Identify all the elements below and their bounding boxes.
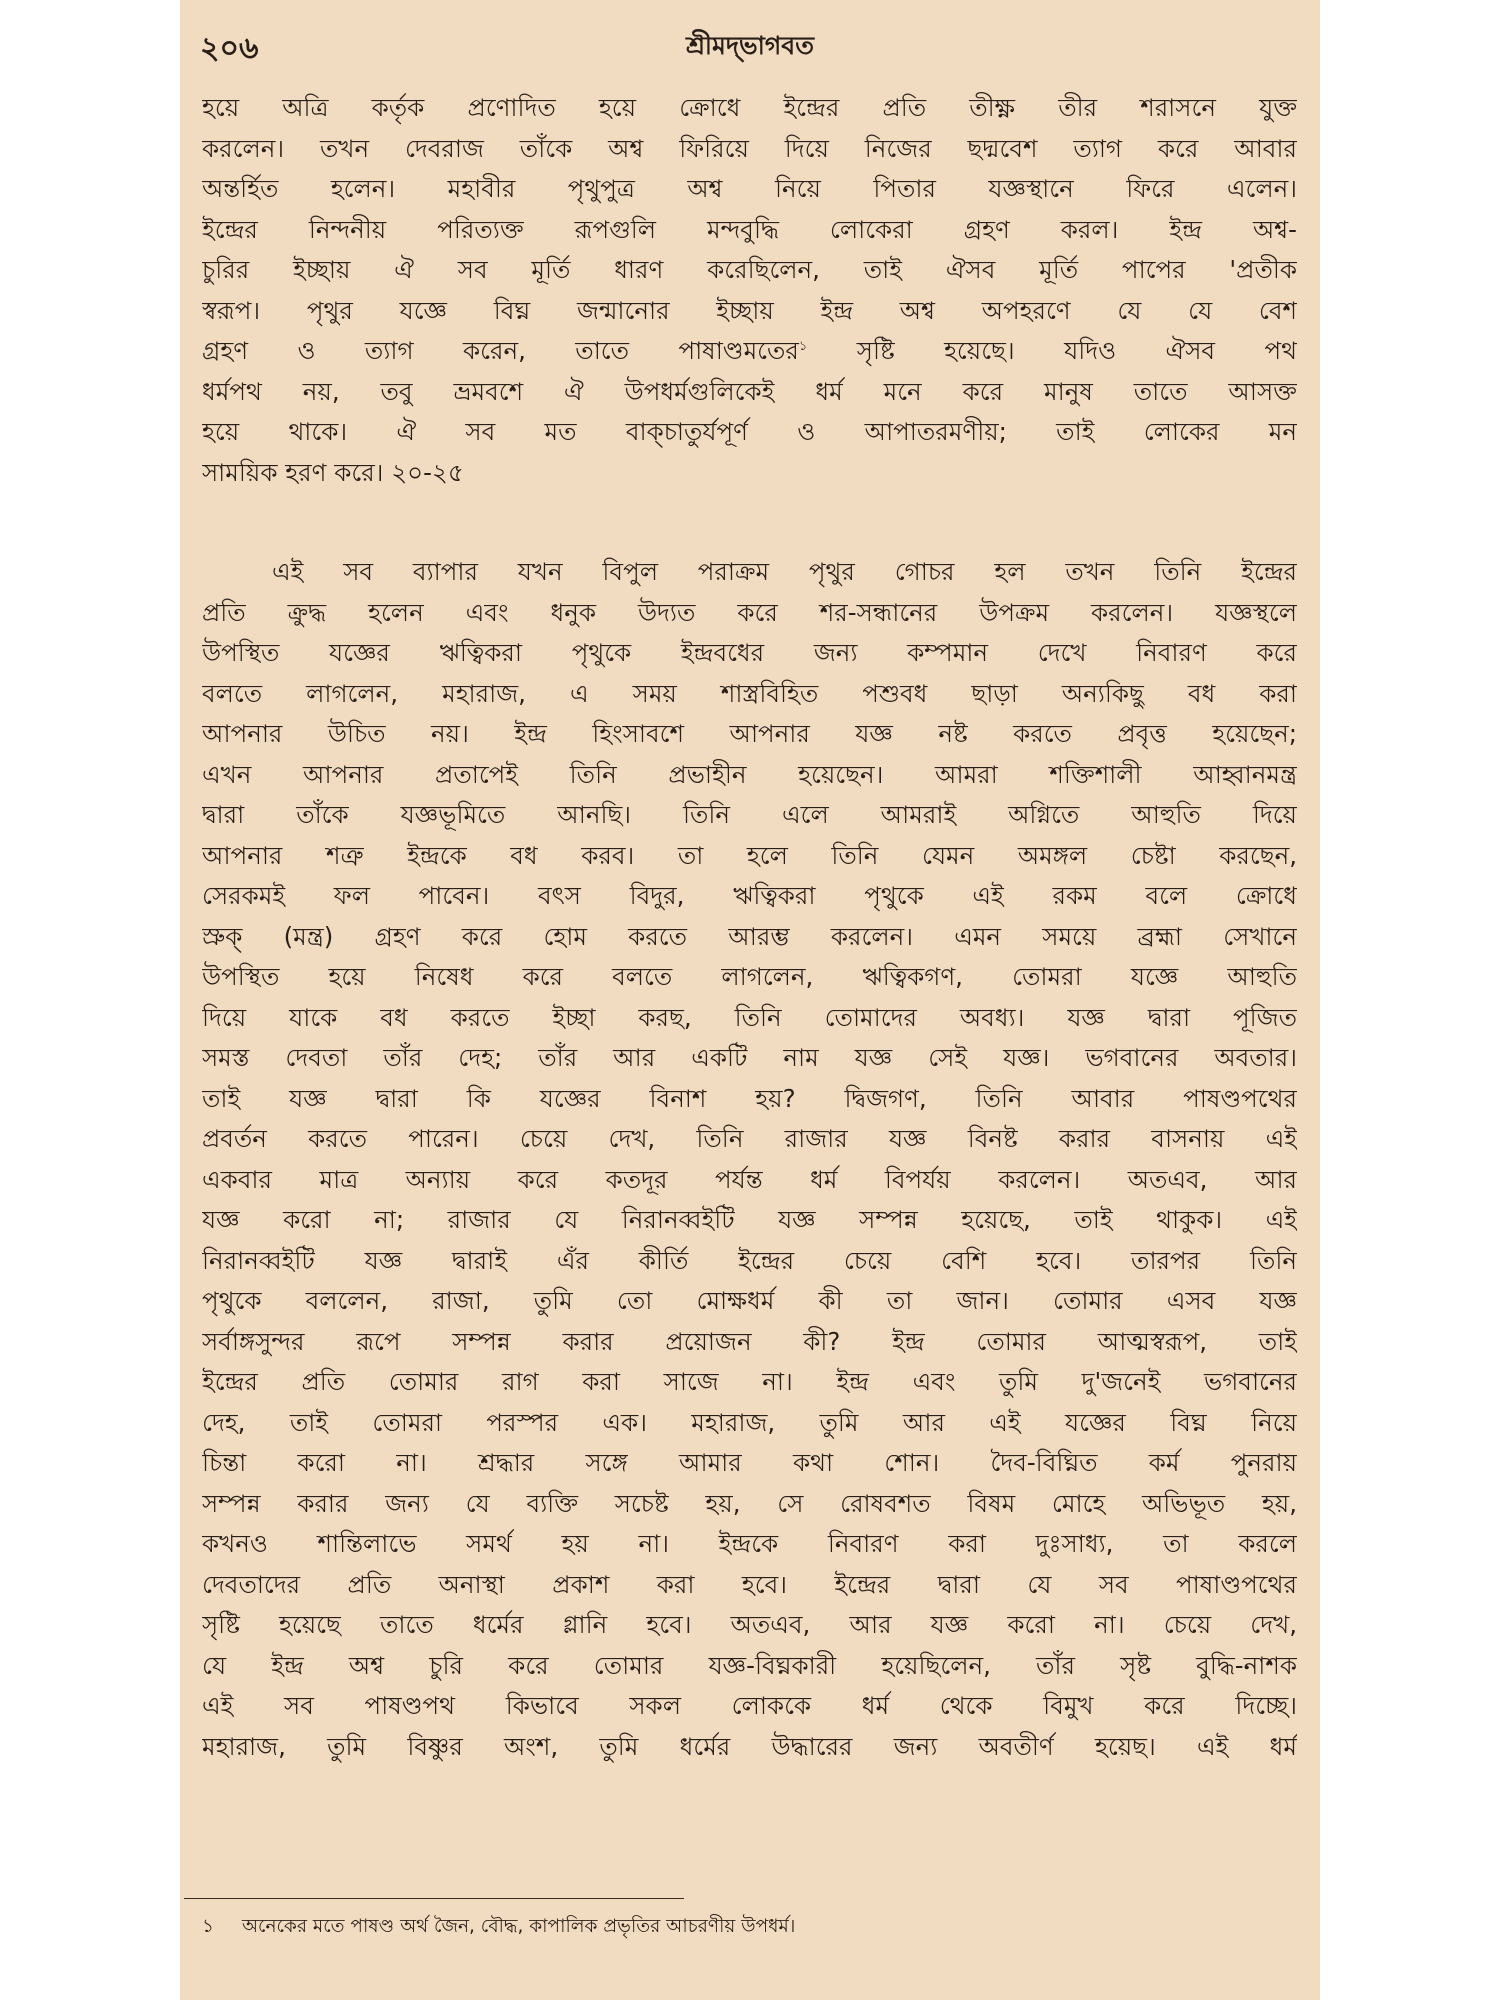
text-line: তাই যজ্ঞ দ্বারা কি যজ্ঞের বিনাশ হয়? দ্বিজগণ, তিনি আবার পাষণ্ডপথের xyxy=(202,1083,1297,1113)
text-line: একবার মাত্র অন্যায় করে কতদূর পর্যন্ত ধর্ম বিপর্যয় করলেন। অতএব, আর xyxy=(202,1164,1297,1194)
text-line: ইন্দ্রের নিন্দনীয় পরিত্যক্ত রূপগুলি মন্দবুদ্ধি লোকেরা গ্রহণ করল। ইন্দ্র অশ্ব- xyxy=(202,214,1297,244)
text-line: অন্তর্হিত হলেন। মহাবীর পৃথুপুত্র অশ্ব নিয়ে পিতার যজ্ঞস্থানে ফিরে এলেন। xyxy=(202,174,1297,203)
footnote-reference: ১ xyxy=(798,338,808,354)
footnote-divider xyxy=(184,1898,684,1899)
text-line: করলেন। তখন দেবরাজ তাঁকে অশ্ব ফিরিয়ে দিয়ে নিজের ছদ্মবেশ ত্যাগ করে আবার xyxy=(202,133,1297,163)
paragraph-1 xyxy=(202,88,1297,493)
text-line: সম্পন্ন করার জন্য যে ব্যক্তি সচেষ্ট হয়, সে রোষবশত বিষম মোহে অভিভূত হয়, xyxy=(202,1488,1297,1518)
text-line: দিয়ে যাকে বধ করতে ইচ্ছা করছ, তিনি তোমাদের অবধ্য। যজ্ঞ দ্বারা পূজিত xyxy=(202,1002,1297,1032)
text-line: দেহ, তাই তোমরা পরস্পর এক। মহারাজ, তুমি আর এই যজ্ঞের বিঘ্ন নিয়ে xyxy=(202,1407,1297,1437)
text-line: এই সব পাষণ্ডপথ কিভাবে সকল লোককে ধর্ম থেকে বিমুখ করে দিচ্ছে। xyxy=(202,1691,1297,1720)
text-line: মহারাজ, তুমি বিষ্ণুর অংশ, তুমি ধর্মের উদ্ধারের জন্য অবতীর্ণ হয়েছ। এই ধর্ম xyxy=(202,1731,1297,1761)
text-line: স্রুক্‌ (মন্ত্র) গ্রহণ করে হোম করতে আরম্ভ করলেন। এমন সময়ে ব্রহ্মা সেখানে xyxy=(202,921,1297,951)
text-line: প্রবর্তন করতে পারেন। চেয়ে দেখ, তিনি রাজার যজ্ঞ বিনষ্ট করার বাসনায় এই xyxy=(202,1124,1297,1153)
text-line: উপস্থিত হয়ে নিষেধ করে বলতে লাগলেন, ঋত্বিকগণ, তোমরা যজ্ঞে আহুতি xyxy=(202,962,1297,991)
text-line: উপস্থিত যজ্ঞের ঋত্বিকরা পৃথুকে ইন্দ্রবধের জন্য কম্পমান দেখে নিবারণ করে xyxy=(202,638,1297,667)
text-line: প্রতি ক্রুদ্ধ হলেন এবং ধনুক উদ্যত করে শর-সন্ধানের উপক্রম করলেন। যজ্ঞস্থলে xyxy=(202,597,1297,627)
text-line: দেবতাদের প্রতি অনাস্থা প্রকাশ করা হবে। ইন্দ্রের দ্বারা যে সব পাষাণ্ডপথের xyxy=(202,1569,1297,1599)
page-header xyxy=(200,24,1300,68)
text-line: সাময়িক হরণ করে। ২০-২৫ xyxy=(202,457,464,487)
text-line: আপনার উচিত নয়। ইন্দ্র হিংসাবশে আপনার যজ্ঞ নষ্ট করতে প্রবৃত্ত হয়েছেন; xyxy=(202,719,1297,748)
footnote-text: অনেকের মতে পাষণ্ড অর্থ জৈন, বৌদ্ধ, কাপালিক প্রভৃতির আচরণীয় উপধর্ম। xyxy=(242,1916,796,1937)
text-line: কখনও শান্তিলাভে সমর্থ হয় না। ইন্দ্রকে নিবারণ করা দুঃসাধ্য, তা করলে xyxy=(202,1529,1297,1558)
text-line: হয়ে অত্রি কর্তৃক প্রণোদিত হয়ে ক্রোধে ইন্দ্রের প্রতি তীক্ষ্ণ তীর শরাসনে যুক্ত xyxy=(202,93,1297,122)
text-line: চুরির ইচ্ছায় ঐ সব মূর্তি ধারণ করেছিলেন, তাই ঐসব মূর্তি পাপের 'প্রতীক xyxy=(202,255,1297,284)
text-line: পৃথুকে বললেন, রাজা, তুমি তো মোক্ষধর্ম কী তা জান। তোমার এসব যজ্ঞ xyxy=(202,1286,1297,1315)
text-line: দ্বারা তাঁকে যজ্ঞভূমিতে আনছি। তিনি এলে আমরাই অগ্নিতে আহুতি দিয়ে xyxy=(202,800,1297,829)
text-line: হয়ে থাকে। ঐ সব মত বাক্‌চাতুর্যপূর্ণ ও আপাতরমণীয়; তাই লোকের মন xyxy=(202,417,1297,446)
footnote xyxy=(202,1912,795,1943)
text-line: সর্বাঙ্গসুন্দর রূপে সম্পন্ন করার প্রয়োজন কী? ইন্দ্র তোমার আত্মস্বরূপ, তাই xyxy=(202,1326,1297,1356)
text-line: যে ইন্দ্র অশ্ব চুরি করে তোমার যজ্ঞ-বিঘ্নকারী হয়েছিলেন, তাঁর সৃষ্ট বুদ্ধি-নাশক xyxy=(202,1650,1297,1680)
text-segment: সৃষ্টি হয়েছে। যদিও ঐসব পথ xyxy=(807,336,1297,365)
text-line: চিন্তা করো না। শ্রদ্ধার সঙ্গে আমার কথা শোন। দৈব-বিঘ্নিত কর্ম পুনরায় xyxy=(202,1448,1297,1477)
running-title: শ্রীমদ্‌ভাগবত xyxy=(686,31,814,60)
paragraph-2 xyxy=(202,552,1297,1767)
text-line: ইন্দ্রের প্রতি তোমার রাগ করা সাজে না। ইন্দ্র এবং তুমি দু'জনেই ভগবানের xyxy=(202,1367,1297,1396)
text-line: বলতে লাগলেন, মহারাজ, এ সময় শাস্ত্রবিহিত পশুবধ ছাড়া অন্যকিছু বধ করা xyxy=(202,678,1297,708)
text-line: আপনার শত্রু ইন্দ্রকে বধ করব। তা হলে তিনি যেমন অমঙ্গল চেষ্টা করছেন, xyxy=(202,840,1297,870)
text-line: সমস্ত দেবতা তাঁর দেহ; তাঁর আর একটি নাম যজ্ঞ সেই যজ্ঞ। ভগবানের অবতার। xyxy=(202,1043,1297,1072)
text-line: সেরকমই ফল পাবেন। বৎস বিদুর, ঋত্বিকরা পৃথুকে এই রকম বলে ক্রোধে xyxy=(202,881,1297,910)
footnote-number: ১ xyxy=(202,1916,215,1937)
text-line: স্বরূপ। পৃথুর যজ্ঞে বিঘ্ন জন্মানোর ইচ্ছায় ইন্দ্র অশ্ব অপহরণে যে যে বেশ xyxy=(202,295,1297,325)
text-line: এই সব ব্যাপার যখন বিপুল পরাক্রম পৃথুর গোচর হল তখন তিনি ইন্দ্রের xyxy=(272,557,1297,586)
text-line: সৃষ্টি হয়েছে তাতে ধর্মের গ্লানি হবে। অতএব, আর যজ্ঞ করো না। চেয়ে দেখ, xyxy=(202,1610,1297,1639)
text-line: যজ্ঞ করো না; রাজার যে নিরানব্বইটি যজ্ঞ সম্পন্ন হয়েছে, তাই থাকুক। এই xyxy=(202,1205,1297,1234)
text-line: নিরানব্বইটি যজ্ঞ দ্বারাই এঁর কীর্তি ইন্দ্রের চেয়ে বেশি হবে। তারপর তিনি xyxy=(202,1245,1297,1275)
text-line: ধর্মপথ নয়, তবু ভ্রমবশে ঐ উপধর্মগুলিকেই ধর্ম মনে করে মানুষ তাতে আসক্ত xyxy=(202,376,1297,406)
text-segment: গ্রহণ ও ত্যাগ করেন, তাতে পাষাণ্ডমতের xyxy=(202,336,799,365)
book-page xyxy=(180,0,1320,2000)
text-line-with-footnote-ref xyxy=(202,331,1297,372)
page-number: ২০৬ xyxy=(200,31,259,66)
text-line: এখন আপনার প্রতাপেই তিনি প্রভাহীন হয়েছেন। আমরা শক্তিশালী আহ্বানমন্ত্র xyxy=(202,759,1297,789)
